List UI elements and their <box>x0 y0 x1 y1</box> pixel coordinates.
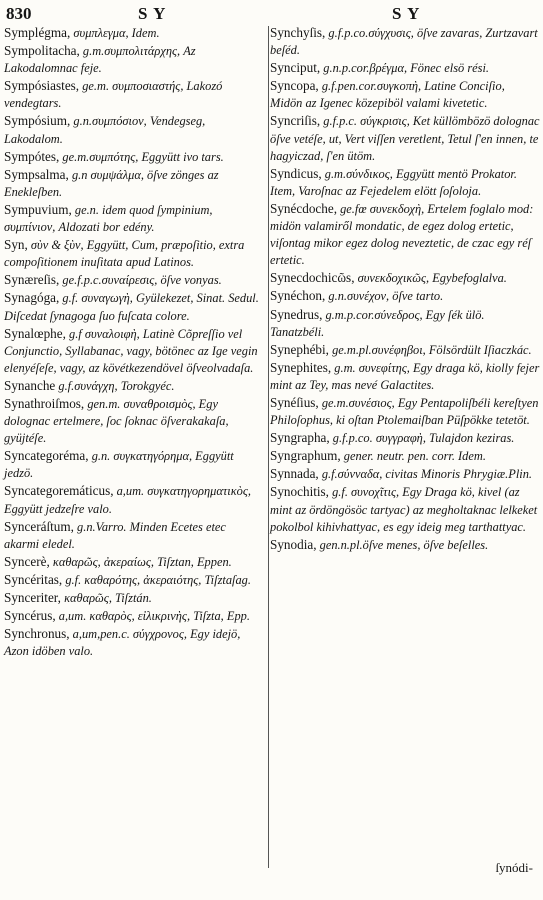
dictionary-entry <box>4 377 264 395</box>
headword: Sympolitacha, <box>4 43 80 59</box>
right-column <box>270 24 543 554</box>
page-number: 830 <box>6 4 32 23</box>
definition: ge.m.pl.συνέφηβοι, Fölsördült Iſiaczkác. <box>328 342 532 357</box>
definition: g.f.συνάγχη, Torokgyéc. <box>55 378 175 393</box>
definition: g.f.p.c. σύγκρισις, Ket küllömbözö dolognac öſve vetéſe, ut, Vert viſſen veretlent, Tetul ſ'en innen, te hagyiczad, ſ'en ütöm. <box>270 114 543 163</box>
dictionary-entry <box>4 289 264 324</box>
headword: Synanche <box>4 377 56 393</box>
definition: ge.m.συμπότης, Eggyütt ivo tars. <box>59 149 224 164</box>
dictionary-entry <box>270 200 540 269</box>
headword: Synciput, <box>270 60 321 76</box>
headword: Synecdochicῶs, <box>270 270 355 286</box>
definition: g.f. συνοχῖτις, Egy Draga kö, kivel (az mint az ördöngösöc tartyac) az megholtaknac lelkeket pokolbol kihivhattyac, es egy ideig meg tarthattyac. <box>270 485 541 534</box>
dictionary-entry <box>270 536 540 554</box>
dictionary-entry <box>270 306 540 341</box>
dictionary-entry <box>270 269 540 287</box>
definition: ge.f.p.c.συναίρεσις, öſve vonyas. <box>59 273 222 288</box>
running-head-left: S Y <box>138 4 167 23</box>
headword: Syngraphum, <box>270 448 341 464</box>
definition: καθαρῶς, ἀκεραίως, Tiſztan, Eppen. <box>49 554 232 569</box>
definition: a,um. καθαρὸς, εἰλικρινὴς, Tiſzta, Epp. <box>55 609 250 624</box>
dictionary-entry <box>4 553 264 571</box>
dictionary-entry <box>4 571 264 589</box>
definition: g.m.p.cor.σύνεδρος, Egy ſék ülö. Tanatzbéli. <box>270 307 488 339</box>
dictionary-entry <box>270 24 540 59</box>
headword: Synéchon, <box>270 288 326 304</box>
dictionary-entry <box>4 271 264 289</box>
dictionary-entry <box>4 42 264 77</box>
headword: Synephites, <box>270 359 332 375</box>
headword: Syn, <box>4 237 28 253</box>
definition: gener. neutr. pen. corr. Idem. <box>340 449 486 464</box>
dictionary-entry <box>4 24 264 42</box>
headword: Synalœphe, <box>4 325 66 341</box>
dictionary-entry <box>4 447 264 482</box>
left-column <box>4 24 264 660</box>
headword: Synchronus, <box>4 626 70 642</box>
definition: g.f.pen.cor.συγκοπὴ, Latine Conciſio, Midön az Igenec közepiböl valami kivetetic. <box>270 79 508 111</box>
dictionary-entry <box>4 482 264 517</box>
dictionary-entry <box>270 77 540 112</box>
definition: gen.m. συναθροισμὸς, Egy dolognac ertelmere, ſoc ſoknac öſverakakaſa, gyüjtéſe. <box>4 396 232 446</box>
dictionary-entry <box>4 236 264 271</box>
headword: Syncopa, <box>270 78 319 94</box>
running-head-right: S Y <box>392 4 421 23</box>
definition: g.f συναλοιφὴ, Latinè Cõpreſſio vel Conjunctio, Syllabanac, vagy, bötönec az Ige vegin elenyéſeſe, vagy, az kövétkezendövel öſveolvadaſa. <box>4 326 261 375</box>
headword: Synceráſtum, <box>4 518 74 534</box>
headword: Synodia, <box>270 536 317 552</box>
headword: Synæreſis, <box>4 272 60 288</box>
definition: σὺν & ξὺν, Eggyütt, Cum, præpoſitio, extra compoſitionem inuſitata apud Latinos. <box>4 238 248 270</box>
dictionary-entry <box>4 625 264 660</box>
headword: Syncategoréma, <box>4 448 89 464</box>
definition: g.m.συμπολιτάρχης, Az Lakodalomnac feje. <box>4 44 199 76</box>
headword: Sympósium, <box>4 113 71 129</box>
dictionary-entry <box>270 465 540 483</box>
column-divider <box>268 26 269 868</box>
dictionary-entry <box>4 77 264 112</box>
dictionary-entry <box>4 395 264 447</box>
definition: gen.n.pl.öſve menes, öſve beſelles. <box>316 537 489 552</box>
catchword: ſynódi- <box>495 860 533 875</box>
dictionary-entry <box>270 483 540 535</box>
definition: a,um,pen.c. σύγχρονος, Egy idejö, Azon idöben valo. <box>4 627 244 659</box>
dictionary-entry <box>4 201 264 236</box>
headword: Synceriter, <box>4 590 61 605</box>
dictionary-entry <box>270 287 540 305</box>
headword: Synochitis, <box>270 484 329 500</box>
definition: ge.fœ συνεκδοχὴ, Ertelem foglalo mod: midön valamiről mondatic, de egez dolog ertetic, viſontag mikor egez dolog neveztetic, de czac egy réſ ertetic. <box>270 201 537 268</box>
dictionary-entry <box>4 518 264 553</box>
definition: g.n.p.cor.βρέγμα, Fönec elsö rési. <box>320 61 490 76</box>
dictionary-entry <box>4 589 264 607</box>
definition: g.m. συνεφίτης, Egy draga kö, kiolly fejer mint az Tey, mas nevé Galactites. <box>270 360 543 392</box>
dictionary-entry <box>270 359 543 394</box>
definition: g.f. καθαρότης, ἀκεραιότης, Tiſztaſag. <box>62 572 251 587</box>
definition: g.n.Varro. Minden Ecetes etec akarmi eledel. <box>4 519 230 551</box>
dictionary-entry <box>4 325 264 377</box>
headword: Sympósiastes, <box>4 78 80 94</box>
headword: Sympótes, <box>4 148 60 164</box>
dictionary-entry <box>4 607 264 625</box>
headword: Syncriſis, <box>270 113 321 129</box>
definition: g.n συμψάλμα, öſve zönges az Enekleſben. <box>4 167 222 199</box>
dictionary-entry <box>270 112 543 164</box>
headword: Synnada, <box>270 466 319 482</box>
definition: ge.m. συμποσιαστής, Lakozó vendegtars. <box>4 79 226 111</box>
definition: g.n.συνέχον, öſve tarto. <box>325 289 444 304</box>
headword: Syncerè, <box>4 553 50 569</box>
dictionary-entry <box>270 429 540 447</box>
headword: Syngrapha, <box>270 430 330 446</box>
definition: g.m.σύνδικος, Eggyütt mentö Prokator. Item, Varoſnac az Fejedelem elött ſoſoloja. <box>270 166 521 198</box>
definition: a,um. συγκατηγορηματικὸς, Eggyütt jedzeſre valo. <box>4 484 255 516</box>
headword: Synathroiſmos, <box>4 395 85 411</box>
dictionary-entry <box>4 166 264 201</box>
headword: Synagóga, <box>4 290 60 306</box>
dictionary-entry <box>270 447 540 465</box>
headword: Symplégma, <box>4 25 71 40</box>
headword: Synedrus, <box>270 306 323 322</box>
headword: Synéſius, <box>270 394 319 410</box>
headword: Sympuvium, <box>4 201 72 217</box>
dictionary-entry <box>270 59 540 77</box>
headword: Synécdoche, <box>270 200 338 216</box>
headword: Synchyſis, <box>270 25 326 40</box>
definition: g.f.p.co. συγγραφὴ, Tulajdon keziras. <box>329 431 515 446</box>
definition: g.f. συναγωγὴ, Gyülekezet, Sinat. Sedul. Diſcedat ſynagoga ſuo fuſcata colore. <box>4 291 262 323</box>
definition: καθαρῶς, Tiſztán. <box>60 591 152 605</box>
definition: ge.n. idem quod ſympinium, συμπίνιον, Aldozati bor edény. <box>4 202 216 235</box>
dictionary-entry <box>270 394 540 429</box>
definition: συνεκδοχικῶς, Egybefoglalva. <box>354 271 507 286</box>
headword: Synephébi, <box>270 341 329 357</box>
headword: Sympsalma, <box>4 166 69 182</box>
definition: συμπλεγμα, Idem. <box>70 26 160 40</box>
definition: ge.m.συνέσιος, Egy Pentapoliſbéli kereſtyen Philoſophus, ki oſtan Ptolemaiſban Püſpökke tetetöt. <box>270 395 542 428</box>
dictionary-entry <box>4 112 264 147</box>
dictionary-entry <box>270 165 540 200</box>
definition: g.f.p.co.σύγχυσις, öſve zavaras, Zurtzavart beſéd. <box>270 26 541 58</box>
definition: g.n. συγκατηγόρημα, Eggyütt jedzö. <box>4 449 237 481</box>
dictionary-entry <box>270 341 540 359</box>
headword: Syncategoremáticus, <box>4 483 114 499</box>
headword: Syncéritas, <box>4 571 63 587</box>
headword: Syndicus, <box>270 165 322 181</box>
definition: g.n.συμπόσιον, Vendegseg, Lakodalom. <box>4 114 209 146</box>
definition: g.f.σύνναδα, civitas Minoris Phrygiæ.Plin. <box>318 467 533 482</box>
dictionary-entry <box>4 148 264 166</box>
headword: Syncérus, <box>4 608 56 624</box>
